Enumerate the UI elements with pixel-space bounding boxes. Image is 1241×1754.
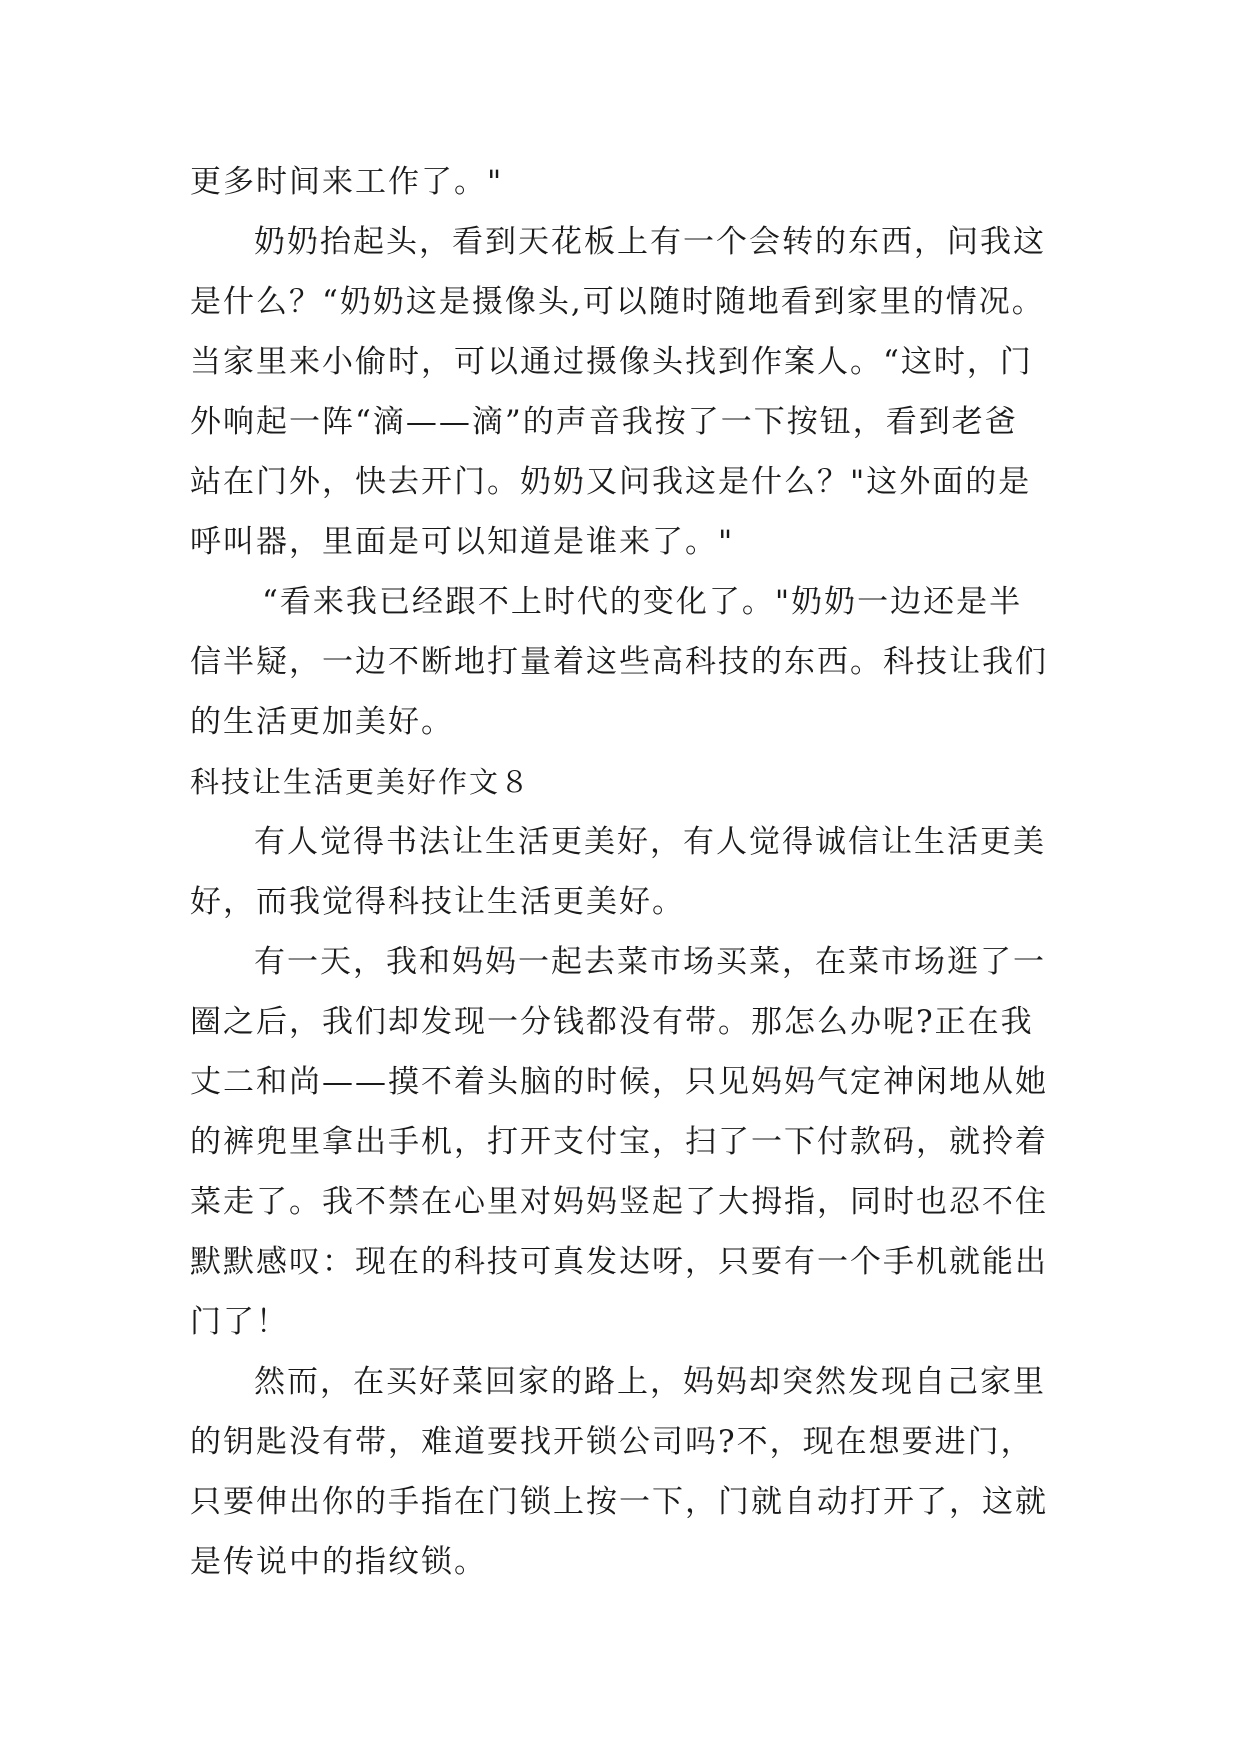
text-line: 门了！ [190, 1304, 289, 1340]
text-line: 当家里来小偷时，可以通过摄像头找到作案人。“这时，门 [190, 344, 1033, 380]
section-heading: 科技让生活更美好作文８ [190, 765, 532, 799]
paragraph-first-line: 有一天，我和妈妈一起去菜市场买菜，在菜市场逛了一 [254, 944, 1046, 980]
text-line: 的生活更加美好。 [190, 704, 454, 740]
text-line: 的钥匙没有带，难道要找开锁公司吗?不，现在想要进门， [190, 1424, 1034, 1460]
text-line: 站在门外，快去开门。奶奶又问我这是什么？"这外面的是 [190, 464, 1032, 500]
text-line: 呼叫器，里面是可以知道是谁来了。" [190, 524, 735, 560]
paragraph-first-line: 有人觉得书法让生活更美好，有人觉得诚信让生活更美 [254, 824, 1046, 860]
text-line: 的裤兜里拿出手机，打开支付宝，扫了一下付款码，就拎着 [190, 1124, 1048, 1160]
text-line: 更多时间来工作了。" [190, 164, 504, 200]
text-line: 默默感叹：现在的科技可真发达呀，只要有一个手机就能出 [190, 1244, 1048, 1280]
text-line: 是什么？“奶奶这是摄像头,可以随时随地看到家里的情况。 [190, 284, 1045, 320]
text-line: 只要伸出你的手指在门锁上按一下，门就自动打开了，这就 [190, 1484, 1048, 1520]
text-line: 圈之后，我们却发现一分钱都没有带。那怎么办呢?正在我 [190, 1004, 1034, 1040]
text-line: 是传说中的指纹锁。 [190, 1544, 487, 1580]
text-line: 好，而我觉得科技让生活更美好。 [190, 884, 685, 920]
text-line: 信半疑，一边不断地打量着这些高科技的东西。科技让我们 [190, 644, 1048, 680]
text-line: 丈二和尚——摸不着头脑的时候，只见妈妈气定神闲地从她 [190, 1064, 1048, 1100]
paragraph-first-line: 奶奶抬起头，看到天花板上有一个会转的东西，问我这 [254, 224, 1046, 260]
text-line: 菜走了。我不禁在心里对妈妈竖起了大拇指，同时也忍不住 [190, 1184, 1048, 1220]
paragraph-first-line: “看来我已经跟不上时代的变化了。"奶奶一边还是半 [262, 584, 1023, 620]
paragraph-first-line: 然而，在买好菜回家的路上，妈妈却突然发现自己家里 [254, 1364, 1046, 1400]
text-line: 外响起一阵“滴——滴”的声音我按了一下按钮，看到老爸 [190, 404, 1018, 440]
